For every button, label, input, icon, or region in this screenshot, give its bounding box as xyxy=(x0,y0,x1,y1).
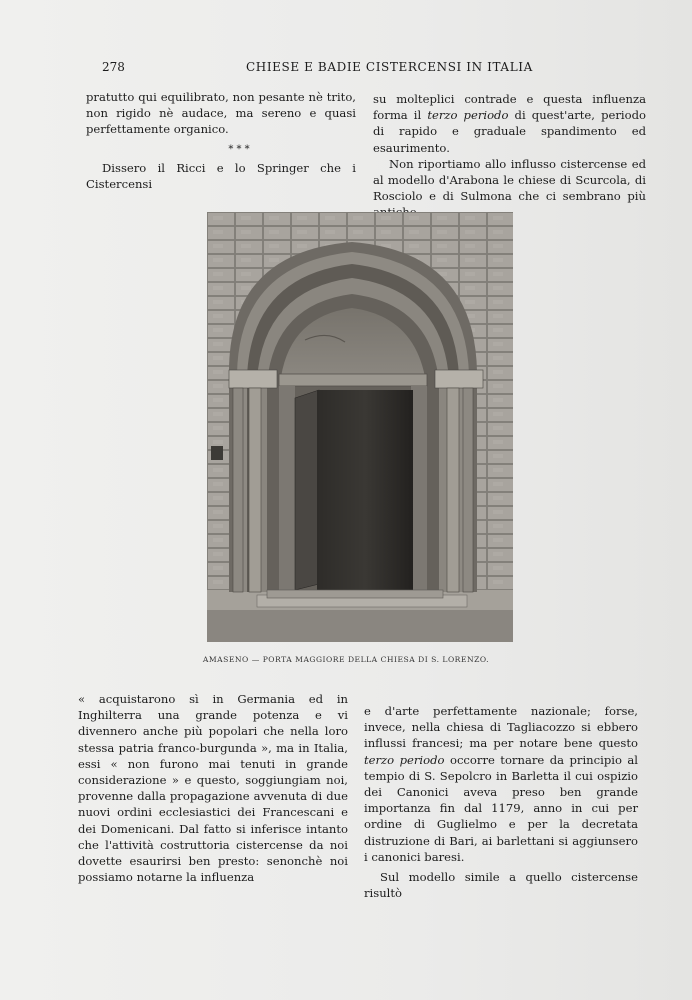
church-portal-photograph xyxy=(207,212,513,642)
top-left-paragraph-2: Dissero il Ricci e lo Springer che i Cistercensi xyxy=(86,160,356,191)
bottom-left-paragraph: « acquistarono sì in Germania ed in Inghilterra una grande potenza e vi divennero anche più popolari che nella loro stessa patria franco-burgunda », ma in Italia, essi « non furono mai tenuti in grande considerazione » e questo, soggiungiam noi, provenne dalla propagazione avvenuta di due nuovi ordini ecclesiastici dei Francescani e dei Domenicani. Dal fatto si inferisce intanto che l'attività costruttoria cistercense da noi dovette esaurirsi ben presto: senonchè noi possiamo notarne la influenza xyxy=(78,692,348,885)
section-separator: * * * xyxy=(228,143,250,155)
bottom-right-paragraph-2: Sul modello simile a quello cistercense risultò xyxy=(364,870,638,901)
top-right-column xyxy=(373,91,646,221)
top-right-paragraph-1: su molteplici contrade e questa influenza forma il terzo periodo di quest'arte, periodo di rapido e graduale spandimento ed esaurimento. xyxy=(373,92,646,155)
running-title: CHIESE E BADIE CISTERCENSI IN ITALIA xyxy=(246,60,533,74)
bottom-right-column xyxy=(364,703,638,901)
figure-caption: AMASENO — PORTA MAGGIORE DELLA CHIESA DI S. LORENZO. xyxy=(202,655,490,664)
top-left-paragraph-1: pratutto qui equilibrato, non pesante nè trito, non rigido nè audace, ma sereno e quasi perfettamente organico. xyxy=(86,90,356,137)
emphasis-terzo-periodo: terzo periodo xyxy=(427,108,509,123)
top-left-column xyxy=(86,89,356,192)
page-number: 278 xyxy=(102,60,125,74)
top-right-paragraph-2: Non riportiamo allo influsso cistercense ed al modello d'Arabona le chiese di Scurcola, di Rosciolo e di Sulmona che ci sembrano più xyxy=(373,156,646,204)
bottom-right-paragraph-1: e d'arte perfettamente nazionale; forse, invece, nella chiesa di Tagliacozzo si ebbero influssi francesi; ma per notare bene questo terzo periodo occorre tornare da principio al tempio di S. Sepolcro in Barletta il cui ospizio dei Canonici aveva preso ben grande importanza fin dal 1179, anno in cui per ordine di Guglielmo e per la decretata distruzione di Bari, ai barlettani si aggiunsero i canonici baresi. xyxy=(364,704,638,864)
emphasis-terzo-periodo-2: terzo periodo xyxy=(364,752,445,767)
bottom-left-column xyxy=(78,691,348,885)
